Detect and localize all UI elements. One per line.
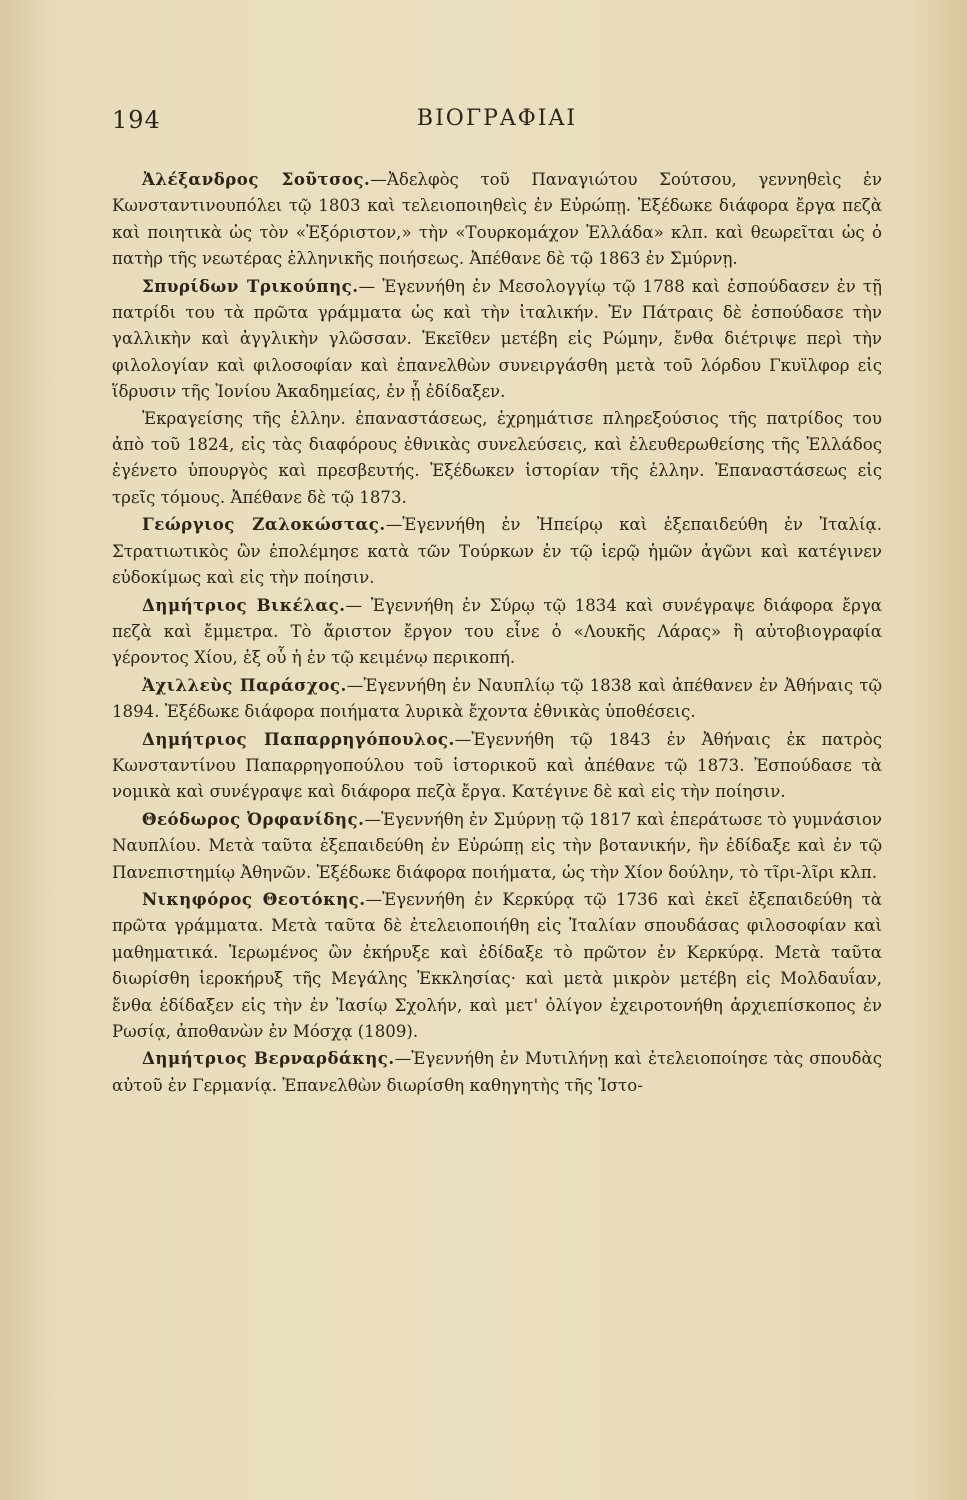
biography-entry-theotokis [112,886,882,1045]
biography-name: Σπυρίδων Τρικούπης. [142,275,359,296]
biography-name: Δημήτριος Βικέλας. [142,594,346,615]
biographies-text [112,166,882,1099]
biography-text: — Ἐγεννήθη ἐν Σύρῳ τῷ 1834 καὶ συνέγραψε διάφορα ἔργα πεζὰ καὶ ἔμμετρα. Τὸ ἄριστον ἔργον του εἶνε ὁ «Λουκῆς Λάρας» ἢ αὐτοβιογραφία γέροντος Χίου, ἐξ οὗ ἡ ἐν τῷ κειμένῳ περικοπή. [112,595,882,668]
biography-text: —Ἀδελφὸς τοῦ Παναγιώτου Σούτσου, γεννηθεὶς ἐν Κωνσταντινουπόλει τῷ 1803 καὶ τελειοποιηθεὶς ἐν Εὐρώπῃ. Ἐξέδωκε διάφορα ἔργα πεζὰ καὶ ποιητικὰ ὡς τὸν «Ἐξόριστον,» τὴν «Τουρκομάχον Ἑλλάδα» κλπ. καὶ θεωρεῖται ὡς ὁ πατὴρ τῆς νεωτέρας ἑλληνικῆς ποιήσεως. Ἀπέθανε δὲ τῷ 1863 ἐν Σμύρνῃ. [112,170,882,269]
running-title: ΒΙΟΓΡΑΦΙΑΙ [416,106,578,131]
biography-text: — Ἐγεννήθη ἐν Μεσολογγίῳ τῷ 1788 καὶ ἐσπούδασεν ἐν τῇ πατρίδι του τὰ πρῶτα γράμματα ὡς καὶ τὴν ἰταλικήν. Ἐν Πάτραις δὲ ἐσπούδασε τὴν γαλλικὴν καὶ ἀγγλικὴν γλῶσσαν. Ἐκεῖθεν μετέβη εἰς Ρώμην, ἔνθα διέτριψε περὶ τὴν φιλολογίαν καὶ φιλοσοφίαν καὶ ἐπανελθὼν συνειργάσθη μετὰ τοῦ λόρδου Γκυϊλφορ εἰς ἵδρυσιν τῆς Ἰονίου Ἀκαδημείας, ἐν ᾗ ἐδίδαξεν. [112,276,882,402]
biography-entry-zalokostas [112,511,882,591]
biography-text: Ἐκραγείσης τῆς ἑλλην. ἐπαναστάσεως, ἐχρημάτισε πληρεξούσιος τῆς πατρίδος του ἀπὸ τοῦ 1824, εἰς τὰς διαφόρους ἐθνικὰς συνελεύσεις, καὶ ἐλευθερωθείσης τῆς Ἑλλάδος ἐγένετο ὑπουργὸς καὶ πρεσβευτής. Ἐξέδωκεν ἱστορίαν τῆς ἑλλην. Ἐπαναστάσεως εἰς τρεῖς τόμους. Ἀπέθανε δὲ τῷ 1873. [112,408,882,507]
biography-name: Γεώργιος Ζαλοκώστας. [142,514,386,535]
biography-entry-paraschos [112,672,882,726]
biography-text: —Ἐγεννήθη ἐν Μυτιλήνῃ καὶ ἐτελειοποίησε τὰς σπουδὰς αὐτοῦ ἐν Γερμανίᾳ. Ἐπανελθὼν διωρίσθη καθηγητὴς τῆς Ἱστο- [112,1049,883,1095]
biography-name: Ἀλέξανδρος Σοῦτσος. [142,169,371,189]
biography-name: Ἀχιλλεὺς Παράσχος. [142,674,347,695]
biography-text: —Ἐγεννήθη ἐν Κερκύρᾳ τῷ 1736 καὶ ἐκεῖ ἐξεπαιδεύθη τὰ πρῶτα γράμματα. Μετὰ ταῦτα δὲ ἐτελειοποιήθη εἰς Ἰταλίαν σπουδάσας φιλοσοφίαν καὶ μαθηματικά. Ἱερωμένος ὢν ἐκήρυξε καὶ ἐδίδαξε τὸ πρῶτον ἐν Κερκύρᾳ. Μετὰ ταῦτα διωρίσθη ἱεροκήρυξ τῆς Μεγάλης Ἐκκλησίας· καὶ μετὰ μικρὸν μετέβη εἰς Μολδαυΐαν, ἔνθα ἐδίδαξεν εἰς τὴν ἐν Ἰασίῳ Σχολήν, καὶ μετ' ὀλίγον ἐχειροτονήθη ἀρχιεπίσκοπος ἐν Ρωσίᾳ, ἀποθανὼν ἐν Μόσχᾳ (1809). [112,889,882,1041]
biography-entry-soutsos [112,166,882,273]
biography-text: —Ἐγεννήθη ἐν Ἠπείρῳ καὶ ἐξεπαιδεύθη ἐν Ἰταλίᾳ. Στρατιωτικὸς ὢν ἐπολέμησε κατὰ τῶν Τούρκων ἐν τῷ ἱερῷ ἡμῶν ἀγῶνι καὶ κατέγινεν εὐδοκίμως καὶ εἰς τὴν ποίησιν. [112,515,882,588]
biography-entry-vernardakis [112,1045,882,1099]
biography-text: —Ἐγεννήθη ἐν Ναυπλίῳ τῷ 1838 καὶ ἀπέθανεν ἐν Ἀθήναις τῷ 1894. Ἐξέδωκε διάφορα ποιήματα λυρικὰ ἔχοντα ἐθνικὰς ὑποθέσεις. [112,675,882,722]
biography-entry-orfanidis [112,806,882,886]
biography-entry-vikelas [112,592,882,672]
biography-name: Νικηφόρος Θεοτόκης. [142,888,366,909]
biography-text: —Ἐγεννήθη ἐν Σμύρνῃ τῷ 1817 καὶ ἐπεράτωσε τὸ γυμνάσιον Ναυπλίου. Μετὰ ταῦτα ἐξεπαιδεύθη ἐν Εὐρώπῃ εἰς τὴν βοτανικήν, ἣν ἐδίδαξε καὶ ἐν τῷ Πανεπιστημίῳ Ἀθηνῶν. Ἐξέδωκε διάφορα ποιήματα, ὡς τὴν Χίον δούλην, τὸ τῖρι-λῖρι κλπ. [112,809,882,882]
biography-entry-paparrigopoulos [112,726,882,806]
biography-name: Δημήτριος Βερναρδάκης. [142,1048,395,1069]
biography-entry-trikoupis [112,273,882,406]
page-number: 194 [112,106,161,134]
biography-text: —Ἐγεννήθη τῷ 1843 ἐν Ἀθήναις ἐκ πατρὸς Κωνσταντίνου Παπαρρηγοπούλου τοῦ ἱστορικοῦ καὶ ἀπέθανε τῷ 1873. Ἐσπούδασε τὰ νομικὰ καὶ συνέγραψε καὶ διάφορα πεζὰ ἔργα. Κατέγινε δὲ καὶ εἰς τὴν ποίησιν. [112,729,882,802]
biography-name: Θεόδωρος Ὀρφανίδης. [142,808,365,829]
page-header [112,106,882,146]
biography-paragraph-trikoupis-cont [112,406,882,512]
biography-name: Δημήτριος Παπαρρηγόπουλος. [142,728,455,749]
